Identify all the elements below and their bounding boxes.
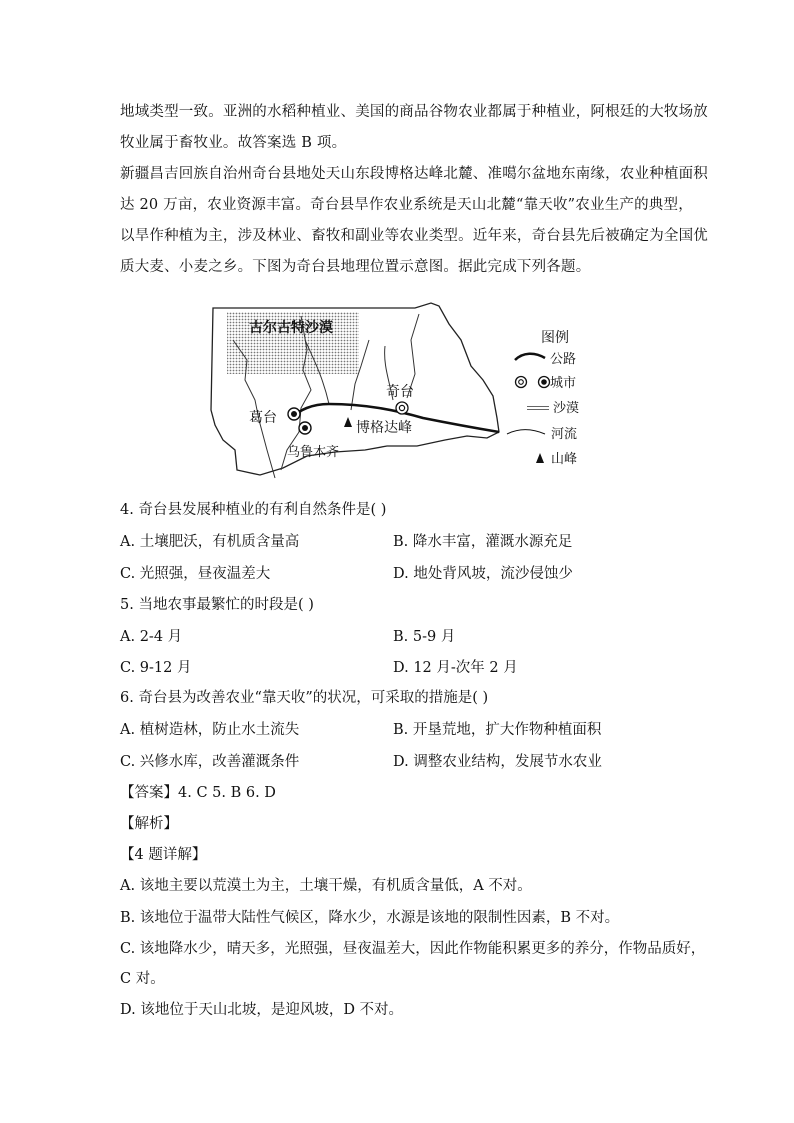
intro-line-6: 质大麦、小麦之乡。下图为奇台县地理位置示意图。据此完成下列各题。 — [120, 259, 591, 275]
q4-detail-a: A. 该地主要以荒漠土为主，土壤干燥，有机质含量低，A 不对。 — [120, 878, 532, 894]
intro-line-1: 地域类型一致。亚洲的水稻种植业、美国的商品谷物农业都属于种植业，阿根廷的大牧场放 — [120, 104, 708, 120]
legend-peak-icon — [536, 453, 544, 463]
q6-option-d: D. 调整农业结构，发展节水农业 — [393, 754, 602, 770]
legend-river-icon — [507, 430, 545, 435]
q4-option-b: B. 降水丰富，灌溉水源充足 — [393, 534, 573, 550]
intro-line-2: 牧业属于畜牧业。故答案选 B 项。 — [120, 135, 347, 151]
q5-option-d: D. 12 月-次年 2 月 — [393, 660, 518, 676]
intro-line-4: 达 20 万亩，农业资源丰富。奇台县旱作农业系统是天山北麓“靠天收”农业生产的典型， — [120, 197, 693, 213]
legend-peak-label: 山峰 — [551, 452, 578, 467]
answer-line: 【答案】4. C 5. B 6. D — [120, 785, 276, 801]
desert-label: 古尔古特沙漠 — [249, 320, 333, 336]
q5-option-a: A. 2-4 月 — [120, 629, 183, 645]
q5-option-c: C. 9-12 月 — [120, 660, 192, 676]
city-qitai-label: 奇台 — [386, 384, 414, 400]
legend-county-icon — [516, 377, 527, 388]
legend-city-icon-dot — [541, 379, 547, 385]
city-qitai-marker — [396, 402, 408, 414]
q4-detail-d: D. 该地位于天山北坡，是迎风坡，D 不对。 — [120, 1002, 404, 1018]
legend-river-label: 河流 — [551, 427, 578, 442]
legend-desert-icon — [527, 405, 549, 412]
city-urumqi-label: 乌鲁木齐 — [287, 445, 340, 460]
city-urumqi-dot — [302, 425, 308, 431]
legend-road-icon — [515, 354, 545, 360]
analysis-heading: 【解析】 — [120, 816, 178, 832]
q4-detail-c-line1: C. 该地降水少，晴天多，光照强，昼夜温差大，因此作物能积累更多的养分，作物品质好， — [120, 941, 706, 957]
peak-icon — [344, 417, 352, 427]
legend-title: 图例 — [541, 330, 569, 346]
legend-desert-label: 沙漠 — [553, 401, 580, 416]
q4-detail-c-line2: C 对。 — [120, 971, 165, 987]
qitai-location-map — [205, 300, 600, 482]
q4-option-d: D. 地处背风坡，流沙侵蚀少 — [393, 566, 573, 582]
q4-option-a: A. 土壤肥沃，有机质含量高 — [120, 534, 300, 550]
legend-road-label: 公路 — [550, 352, 577, 367]
q6-stem: 6. 奇台县为改善农业“靠天收”的状况，可采取的措施是( ) — [120, 690, 489, 706]
q5-stem: 5. 当地农事最繁忙的时段是( ) — [120, 597, 314, 613]
q6-option-a: A. 植树造林，防止水土流失 — [120, 722, 300, 738]
intro-text — [120, 97, 708, 283]
city-changji-dot — [291, 411, 297, 417]
map-legend — [507, 330, 579, 467]
q4-detail-b: B. 该地位于温带大陆性气候区，降水少，水源是该地的限制性因素，B 不对。 — [120, 910, 620, 926]
q4-stem: 4. 奇台县发展种植业的有利自然条件是( ) — [120, 502, 387, 518]
q4-detail-heading: 【4 题详解】 — [120, 847, 207, 863]
city-changji-label: 葛台 — [249, 410, 277, 426]
q6-option-c: C. 兴修水库，改善灌溉条件 — [120, 754, 300, 770]
intro-line-5: 以旱作种植为主，涉及林业、畜牧和副业等农业类型。近年来，奇台县先后被确定为全国优 — [120, 228, 708, 244]
intro-line-3: 新疆昌吉回族自治州奇台县地处天山东段博格达峰北麓、准噶尔盆地东南缘，农业种植面积 — [120, 166, 708, 182]
q4-option-c: C. 光照强，昼夜温差大 — [120, 566, 271, 582]
q5-option-b: B. 5-9 月 — [393, 629, 456, 645]
legend-city-label: 城市 — [550, 376, 577, 391]
peak-label: 博格达峰 — [356, 420, 412, 436]
q6-option-b: B. 开垦荒地，扩大作物种植面积 — [393, 722, 602, 738]
